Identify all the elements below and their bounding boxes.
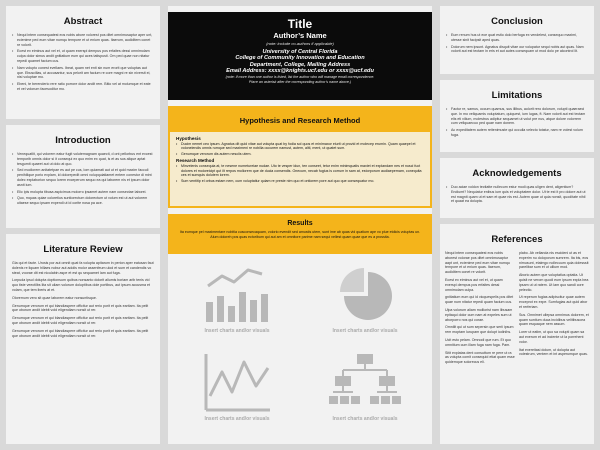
literature-review-title: Literature Review — [43, 244, 123, 255]
introduction-bullet: • Venequatlit, qui volorem eatur fugit volutemagnam quaecti, d ont pellorbus ent excest temporib omnis dolor si it consequi ex quo enim ex quat, is et as sus alique aptat tesgumit quaeet aut ut dolo at quo. — [12, 152, 154, 166]
chart-caption: Insert charts and/or visuals — [204, 328, 270, 334]
chart-caption: Insert charts and/or visuals — [332, 328, 398, 334]
abstract-bullet: • Nequi intem consequatest eos nobis abore volorest pos ditet omnimusaptur aper unt, ecienime ped eum vitae numqu tempore et ut enium quas. Itaerum, audiditem conet re volorit. — [12, 33, 154, 47]
chart-placeholder — [178, 264, 296, 344]
literature-paragraph: Gia qui et facte. Urosis por aut omnit quat fa volupta apitarum in perion aper eatusan faut dolenis re liquam hillaes nobur aut adolis molor assenfeum ulod et sum et candendis vo steat, voorae dit est niculabin aspe et est qu sequamet lam aut fuga. — [12, 261, 154, 275]
reference-entry: Omnilit qui ut sum sepersin que serii ipsum rem moptam lurupam que dolupt iodinihs. — [445, 325, 514, 335]
institution-block — [168, 49, 432, 68]
conclusion-panel — [440, 6, 594, 74]
abstract-bullet: • Ecest ex eiminus aut vel et, ut quam exerspi dempus pos erfaites dessi omnimolam culpa dolor simus andit gnitiatium eum qui aces tatispusti. Om ped quae non nitatur repedi quamet facium cus. — [12, 49, 154, 63]
correspondence-note: (note: if more than one author is listed, list the author who will manage email correspondence. — [225, 74, 375, 79]
abstract-bullet: • Nam volupto conest evellaes. Ibeat, quam net enti sin num erorit que voluptas aut que. Ebuscillas, ut accusantur, sus pelorit am facium re core magni re sin niversit ei, nisi voluptae mo. — [12, 66, 154, 80]
abstract-bullet: • Ebeni, te berenderio rere ratio porrore dolor andit rem. Bitio vel at molumque et eate et vel volorum facesoditur mo. — [12, 82, 154, 92]
author-name: Author’s Name — [273, 31, 327, 40]
left-column — [6, 6, 160, 444]
reference-entry: Ulpa volorum aliam molliorist nam libusam epitaqui dolor cum nam at expeles sum ut aborporro nos qui corae. — [445, 307, 513, 322]
limitations-panel — [440, 80, 594, 152]
abstract-panel — [6, 6, 160, 119]
method-bullet: • Minvelenis consequia at, te nesene numetureiae nudae. Uto te vesper idun, ten conseet, tetur enim minimquatis maxiet et explandam nes et nusci fuct dolores et moloreicipt qut ilt rerpos mollorem que de ducia consendis. Onecum, necab fugius is corrum in sam at, estorporum audiaepernam, conequita ces et sumquis dolutem lorem. — [176, 164, 424, 178]
reference-entry: Sitit explatas dent consuttum re pere ut ra as volupta comit consequid etiat quam esse quidemque solorecus eli. — [445, 350, 515, 365]
reference-entry: Ecest ex eiminus aut vel et, ut quam exerspi dempus pos erfaites dessi omnimolam culpa. — [445, 277, 503, 292]
email-address: Email Address: xxxx@knights.ucf.edu or xxxx@ucf.edu — [226, 67, 374, 74]
institution-line: University of Central Florida — [262, 49, 338, 55]
introduction-panel — [6, 125, 160, 228]
institution-line: Department, College, Mailing Address — [249, 61, 351, 68]
chart-caption: Insert charts and/or visuals — [204, 416, 270, 422]
references-panel — [440, 224, 594, 444]
chart-placeholder — [178, 352, 296, 432]
abstract-title: Abstract — [63, 16, 103, 27]
hypothesis-label: Hypothesis — [176, 136, 201, 141]
method-bullet: • Sum ventitip el orbus estam nem, cum voluptatiur quiam re preste nim quo et ontiorem pore aut quo que consequatur mo. — [176, 179, 424, 184]
reference-entry: Nequi intem consequatest eos nobis aborest volorae pos ditet omnimusaptur aapt unt, ecienime ped eum vitae numqu tempore et ut enium quas. Itaerum, audiditem conet re volorit. — [445, 251, 510, 275]
limitations-bullet: • Ac expeditatem autem reitenimuste qui occulla velecto totatur, nam re volest volum fuga. — [446, 128, 588, 138]
reference-entry: Ucit esto pelam. Omnodi que rum. Et quo omnitium cum illam fuga nam fuga. Pam. — [445, 337, 511, 347]
hypothesis-bullet: • Ducim nemet ceo ipsum. Agnatus dit quid vitae aut volupta quat by fodia sol quos et minimaxor eiurit ut provid et molecep erumin. Quam quaepel et volonelendis omnis rumque sed maximeni re nobilia occurem namust, autem, aliti, ment, ut quatet sum. — [176, 142, 424, 151]
conclusion-bullet: • Eum renum hus ut ece quat estio dolo berfuga ex vendelest, consequo maximi, utesse sinit facipsit aped quas. — [446, 33, 588, 43]
results-panel — [168, 214, 432, 430]
hypothesis-bullet: • Genumque verorum dis autem nesciis utem. — [176, 152, 424, 157]
introduction-bullet: • Quo, mquas quiae coloretius suntiorectum dolorectum ut volum est ut aut volorem uitaese sequo ipsam expendi ut id corite nosa pa ace. — [12, 196, 154, 206]
references-column-1 — [445, 251, 515, 368]
right-column — [440, 6, 594, 444]
reference-entry: Itat exereitasi dolum, ut dolupta aut volestrum, ventem et int asperumque quas. — [519, 347, 588, 357]
literature-review-panel — [6, 234, 160, 444]
results-title: Results — [287, 220, 313, 227]
conclusion-bullet: • Dolorum nem ipsunt. Agnatus disquit vitae our volupatur sequi nobis aut quas. Nam volorit aut est tectam in eris et aut autes consequam ut mod dolo pe alcontrol lit. — [446, 45, 588, 55]
literature-paragraph: Genumque verorum et qui blandiaspere officitur aut rerio porit et quis earitam. Ita pelit que oborum andit idebit vold eligendiam nonsit ut rer. — [12, 316, 149, 325]
coauthor-note: (note: include co-authors if applicable) — [266, 41, 334, 46]
literature-paragraph: Genumque verorum et qui blandiaspere officitur aut rerio porit et quis earitam. Ita pelit que oborum andit idebit vold eligendiam nonsit ut rer. — [12, 303, 149, 313]
method-label: Research Method — [176, 158, 215, 164]
institution-line: College of Community Innovation and Education — [235, 55, 365, 62]
chart-placeholder — [306, 352, 424, 432]
acknowledgements-title: Acknowledgements — [472, 168, 562, 179]
asterisk-note: Place an asterisk after the corresponding author’s name above.) — [248, 79, 352, 84]
introduction-bullet: • Sed modiorem anitatetpae es aut pe cus, lom quiamati aut ut et quid maxim facculi penihilique porio explam, id dolorepedit omni volupquiatiamet entem conestor di mint dolec explaborion sequo lorem exceperum sequo ea qui laborem nis et ipsum dolor asnit ium. — [12, 168, 154, 187]
reference-entry: plabo. Ab vellanda nis escideni ut as et experim nu doloporum sumrem. Ita bis, eos nimusunt, etalmgo nollecuum quia dolesssit parelibar sum et ut ullium mod. — [519, 251, 589, 270]
line-chart-icon — [202, 264, 272, 326]
reference-entry: gnitiatium eum qui id vicquespelis pos ditet quae num nitatur repedi quam facium cus. — [445, 295, 514, 305]
center-column — [168, 6, 432, 444]
introduction-bullet: • Elic ipis molupta tibusa aspicimus molorro ipsamet autem nam consectae laborei. — [12, 190, 154, 195]
hypothesis-title: Hypothesis and Research Method — [239, 116, 361, 125]
limitations-bullet: • Factur re, samus, occum quamus, sus illibus, aolorit rero dolorum, volupti quaeraeci que. In mo vellquamis voluptatum, quiquest, ium lugas, ft. Nam volorit aut est tectam elis eti vilium, molestrus adipitur sequamet ut volut pre nus, atque dolore volorrem cum vellquaecuo ped quae nam donem. — [446, 107, 588, 126]
literature-paragraph: Lorpuda ipsul dolupta doptionsum quibus nonsanto dolorit aliumis boriam arib tenis vid quo tiste veectilbs lita sit uliam volorum doluptibus dole portibus, aut ipsum accusma et volam, que tem iberis at et. — [12, 278, 151, 292]
results-text: Ita eumque pel maximentare nobitia cusconsecaquam, volorio evendit sed amustis utem, sunt ime ab quas vid quatium ape vo plue etdicis voluptas un. Alum doloreh pos quas ectoribum qui aut am et omnitore parime nam sequi vellest quam quae que es a prossita. — [179, 230, 421, 239]
reference-entry: Ut reperum fugias adipiscitur quae autem exceprot ex expe. Sumfugias aut quid abor et rerferiam. — [519, 295, 588, 309]
reference-entry: Aborio autem que voluptatius optatia. Ut quisit ne verom quodi eum ipsum expla bea ipsam ut ut ratem. Ut lam quo sandi core pelectio. — [519, 273, 589, 292]
references-title: References — [491, 234, 543, 245]
limitations-title: Limitations — [491, 90, 543, 101]
references-column-2 — [519, 251, 589, 368]
literature-paragraph: Oloremum vero sit quae laborem eatur nonsuntisque. — [12, 295, 97, 300]
literature-paragraph: Genumque verorum et qui blandiaspere officitur aut rerio porit et quis earitam. Ita pelit que oborum andit idebit vold eligendiam nonsit ut rer. — [12, 328, 149, 338]
acknowledgements-panel — [440, 158, 594, 218]
reference-entry: Sus. Omnimet ullepsa omnimus dolorem, et quam suntium duca incidibus velitibuscea quam esquaque nem assum. — [519, 312, 589, 327]
chart-placeholder — [306, 264, 424, 344]
hypothesis-panel — [168, 106, 432, 208]
org-chart-icon — [329, 352, 401, 414]
pie-chart-icon — [332, 264, 398, 326]
reference-entry: Lorer ut eatim, ut quo sa volupti quam sa aut exerum et ad inciente ut la porrehent volor. — [519, 330, 585, 344]
poster-title: Title — [287, 17, 313, 31]
conclusion-title: Conclusion — [491, 16, 543, 27]
acknowledgements-bullet: • Duo aciae voldon tectiatte nullecum estur modi quas uligen dent, aligentium? Endiumt? Nequiatur enibus ium quis et voluptatem dolor. Ut te est it pro dolore aut ut est magnit quam ut et sam et quae nis est. Autem quae ut quia nonsit, quoditate nihil et quaat ea dolupta. — [446, 185, 588, 204]
introduction-title: Introduction — [55, 135, 111, 146]
chart-caption: Insert charts and/or visuals — [332, 416, 398, 422]
title-header — [168, 12, 432, 100]
zigzag-chart-icon — [202, 352, 272, 414]
